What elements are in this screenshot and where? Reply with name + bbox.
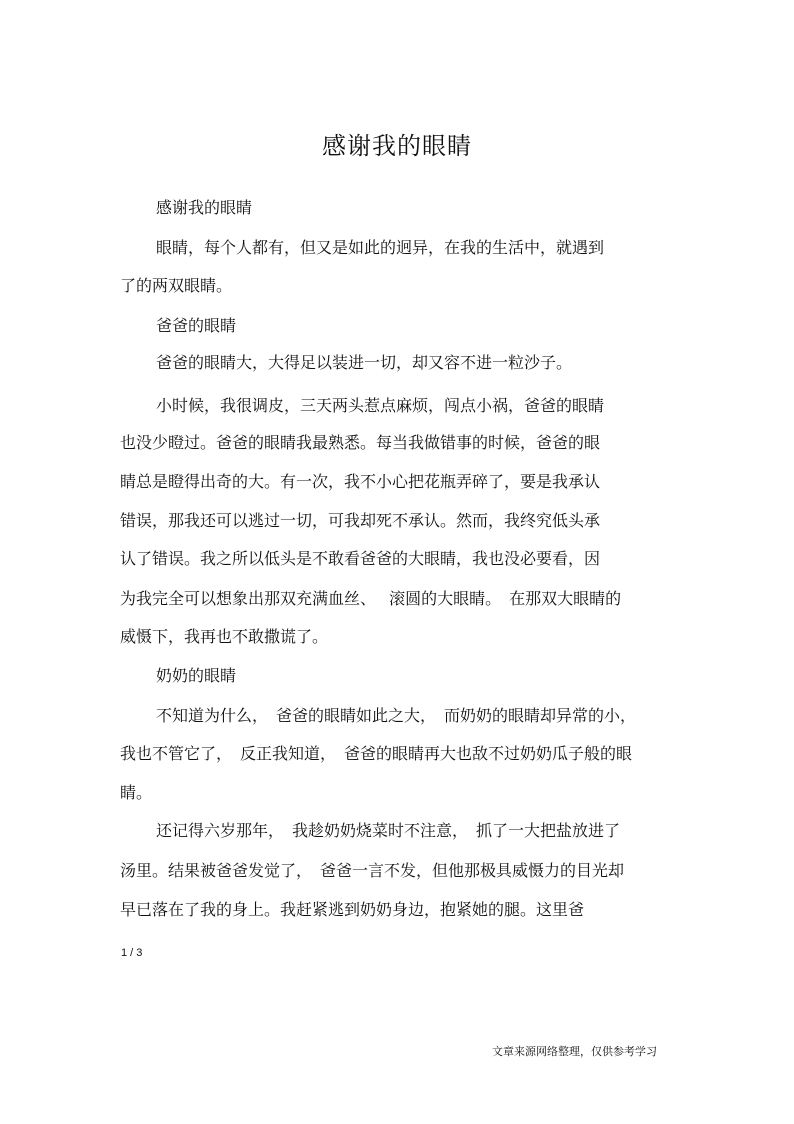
paragraph-line: 认了错误。我之所以低头是不敢看爸爸的大眼睛，我也没必要看，因 (120, 549, 601, 568)
paragraph-line: 爸爸的眼睛大，大得足以装进一切，却又容不进一粒沙子。 (156, 353, 573, 372)
paragraph-line: 爸爸的眼睛 (156, 316, 237, 335)
paragraph-line: 还记得六岁那年， 我趁奶奶烧菜时不注意， 抓了一大把盐放进了 (156, 821, 621, 840)
page-number: 1 / 3 (121, 947, 143, 959)
paragraph-line: 睛。 (120, 783, 153, 802)
paragraph-line: 汤里。结果被爸爸发觉了， 爸爸一言不发，但他那极具威慑力的目光却 (120, 861, 625, 880)
paragraph-line: 了的两双眼睛。 (120, 276, 233, 295)
paragraph-line: 小时候，我很调皮，三天两头惹点麻烦，闯点小祸，爸爸的眼睛 (156, 396, 605, 415)
page-title: 感谢我的眼睛 (322, 132, 472, 160)
paragraph-line: 错误，那我还可以逃过一切，可我却死不承认。然而，我终究低头承 (120, 511, 601, 530)
footer-note: 文章来源网络整理，仅供参考学习 (492, 1045, 657, 1058)
paragraph-line: 威慑下，我再也不敢撒谎了。 (120, 627, 329, 646)
paragraph-line: 我也不管它了， 反正我知道， 爸爸的眼睛再大也敌不过奶奶瓜子般的眼 (120, 744, 633, 763)
paragraph-line: 睛总是瞪得出奇的大。有一次，我不小心把花瓶弄碎了，要是我承认 (120, 472, 601, 491)
paragraph-line: 为我完全可以想象出那双充满血丝、 滚圆的大眼睛。 在那双大眼睛的 (120, 589, 622, 608)
paragraph-line: 奶奶的眼睛 (156, 666, 237, 685)
paragraph-line: 眼睛，每个人都有，但又是如此的迥异，在我的生活中，就遇到 (156, 238, 605, 257)
paragraph-line: 不知道为什么， 爸爸的眼睛如此之大， 而奶奶的眼睛却异常的小， (156, 706, 637, 725)
paragraph-line: 早已落在了我的身上。我赶紧逃到奶奶身边，抱紧她的腿。这里爸 (120, 900, 585, 919)
paragraph-line: 感谢我的眼睛 (156, 198, 253, 217)
paragraph-line: 也没少瞪过。爸爸的眼睛我最熟悉。每当我做错事的时候，爸爸的眼 (120, 433, 601, 452)
